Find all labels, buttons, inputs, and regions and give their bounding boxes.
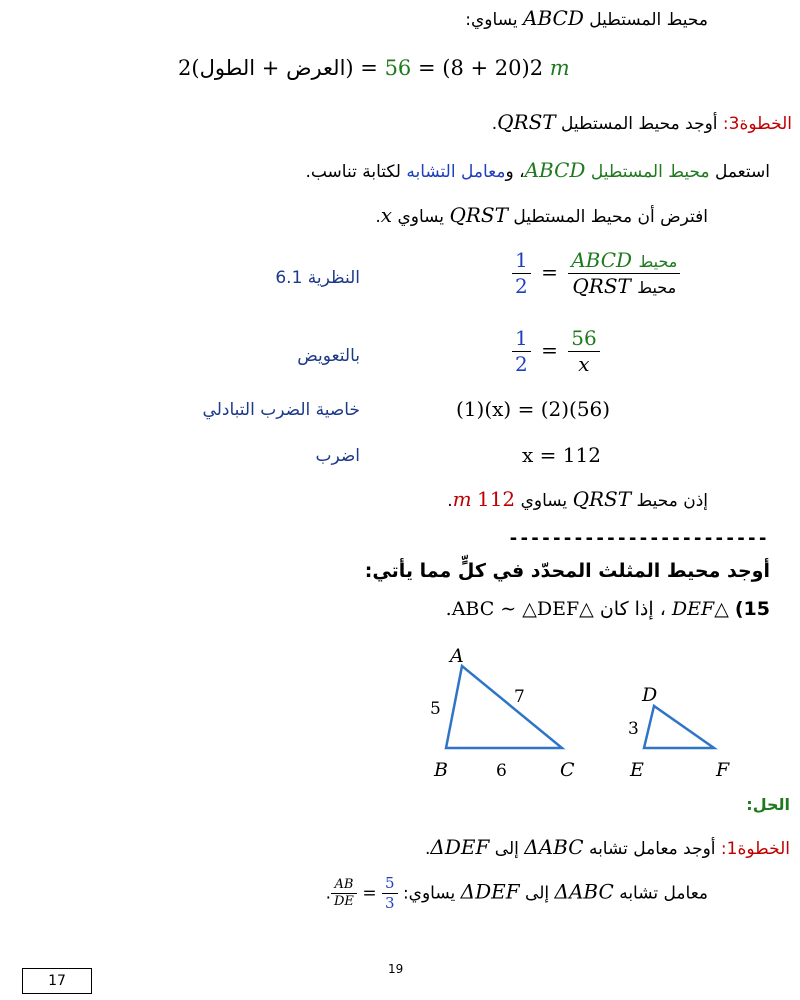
exercise-heading: أوجد محيط المثلث المحدّد في كلٍّ مما يأتي: bbox=[364, 560, 770, 582]
eq1-num-word: محيط bbox=[638, 252, 678, 271]
step1-t2: ΔDEF bbox=[430, 835, 490, 859]
step1-line bbox=[425, 835, 790, 859]
formula-words: العرض + الطول bbox=[199, 56, 346, 80]
formula-mid: ) = 2(20 + 8) = bbox=[345, 56, 544, 80]
triangle-def bbox=[644, 706, 714, 748]
exercise-15 bbox=[446, 598, 770, 620]
label-a: A bbox=[450, 645, 464, 667]
ratio-end: . bbox=[325, 883, 331, 904]
use-green: محيط المستطيل bbox=[590, 162, 710, 182]
dashed-separator: ------------------------ bbox=[508, 528, 769, 549]
use-pre: استعمل bbox=[714, 162, 770, 182]
use-sep: ، و bbox=[505, 162, 525, 182]
ratio-t2: ΔDEF bbox=[460, 879, 520, 904]
ratio-pre: معامل تشابه bbox=[619, 883, 708, 904]
eq3-expression: (1)(x) = (2)(56) bbox=[456, 397, 611, 421]
eq1-reason: النظرية 6.1 bbox=[275, 268, 360, 288]
use-proportion-line bbox=[305, 158, 770, 182]
exercise-number: 15) bbox=[734, 598, 770, 620]
eq1-expression: $\frac{1}{2}$ = $\frac{\text{محيط ABCD}}{\text{محيط QRST}}$ bbox=[512, 248, 680, 299]
conclusion-mid: يساوي bbox=[520, 491, 568, 511]
ratio-line bbox=[326, 874, 708, 913]
eq2-left-fraction bbox=[512, 326, 531, 377]
eq2-reason: بالتعويض bbox=[297, 346, 360, 366]
frac-num: AB bbox=[334, 876, 354, 892]
five-thirds-fraction bbox=[382, 874, 398, 913]
use-var: ABCD bbox=[524, 158, 586, 182]
conclusion-pre: إذن محيط bbox=[636, 491, 708, 511]
step3-text: أوجد محيط المستطيل bbox=[561, 114, 718, 134]
eq1-left-fraction bbox=[512, 248, 531, 299]
ratio-t1: ΔABC bbox=[554, 879, 614, 904]
assume-x: x bbox=[380, 203, 393, 227]
conclusion-line bbox=[447, 487, 708, 511]
solution-label: الحل: bbox=[746, 795, 790, 814]
eq1-right-den bbox=[568, 273, 680, 299]
exercise-condition: ، إذا كان △ABC ∼ △DEF. bbox=[445, 598, 666, 620]
eq1-left-num: 1 bbox=[515, 248, 528, 272]
eq1-num-var: ABCD bbox=[571, 248, 633, 272]
label-d: D bbox=[642, 684, 658, 706]
intro-text: محيط المستطيل bbox=[589, 10, 708, 30]
side-de: 3 bbox=[628, 719, 639, 739]
eq3-reason: خاصية الضرب التبادلي bbox=[202, 400, 360, 420]
step1-mid: إلى bbox=[494, 839, 519, 859]
exercise-triangle: △DEF bbox=[671, 598, 729, 620]
similar-triangles-figure bbox=[410, 638, 750, 788]
ratio-post: يساوي: bbox=[402, 883, 456, 904]
eq4-reason: اضرب bbox=[315, 446, 360, 466]
eq2-right-den: x bbox=[568, 351, 599, 377]
frac-den: DE bbox=[331, 893, 357, 910]
ab-de-fraction bbox=[331, 877, 357, 911]
ratio-mid: إلى bbox=[525, 883, 550, 904]
eq4-expression: x = 112 bbox=[522, 443, 601, 467]
formula-unit: m bbox=[549, 56, 570, 80]
step3-end: . bbox=[491, 114, 498, 134]
step1-text: أوجد معامل تشابه bbox=[588, 839, 716, 859]
ratio-num: 5 bbox=[384, 874, 395, 892]
use-blue: معامل التشابه bbox=[406, 162, 506, 182]
assume-mid: يساوي bbox=[397, 207, 445, 227]
step3-var: QRST bbox=[497, 110, 556, 134]
assume-end: . bbox=[375, 207, 381, 227]
ratio-expression: $\frac{AB}{DE}$ = $\frac{5}{3}$ bbox=[331, 874, 398, 913]
step1-label: الخطوة1: bbox=[720, 839, 790, 859]
assume-pre: افترض أن محيط المستطيل bbox=[513, 207, 708, 227]
eq2-left-num: 1 bbox=[515, 326, 528, 350]
side-ab: 5 bbox=[430, 699, 441, 719]
side-ac: 7 bbox=[514, 687, 525, 707]
assume-line bbox=[375, 203, 708, 227]
label-e: E bbox=[630, 759, 644, 781]
step1-t1: ΔABC bbox=[524, 835, 584, 859]
formula-lhs: 2( bbox=[178, 56, 200, 80]
conclusion-var: QRST bbox=[572, 487, 632, 511]
conclusion-value: 112 bbox=[476, 487, 516, 511]
step3-label: الخطوة3: bbox=[722, 114, 792, 134]
eq1-right-fraction bbox=[568, 248, 680, 299]
assume-var: QRST bbox=[449, 203, 508, 227]
eq1-den-var: QRST bbox=[572, 274, 631, 298]
rect-perimeter-intro bbox=[465, 6, 708, 30]
page-number-box: 17 bbox=[22, 968, 92, 994]
triangle-abc bbox=[446, 666, 562, 748]
formula-result: 56 bbox=[384, 56, 412, 80]
eq1-left-den: 2 bbox=[512, 273, 531, 299]
rect-var: ABCD bbox=[523, 6, 584, 30]
intro-tail: يساوي: bbox=[465, 10, 518, 30]
ratio-den: 3 bbox=[382, 893, 398, 913]
conclusion-unit: m bbox=[452, 487, 472, 511]
eq2-expression: $\frac{1}{2}$ = $\frac{56}{x}$ bbox=[512, 326, 600, 377]
eq2-left-den: 2 bbox=[512, 351, 531, 377]
side-bc: 6 bbox=[496, 761, 507, 781]
label-f: F bbox=[716, 759, 730, 781]
eq1-den-word: محيط bbox=[637, 278, 677, 297]
page-number-center: 19 bbox=[388, 962, 404, 976]
label-c: C bbox=[560, 759, 575, 781]
step1-end: . bbox=[425, 839, 431, 859]
step3-line bbox=[492, 110, 792, 134]
eq1-right-num bbox=[568, 248, 680, 273]
eq2-right-num: 56 bbox=[571, 326, 597, 350]
perimeter-formula bbox=[178, 56, 570, 80]
conclusion-end: . bbox=[447, 491, 453, 511]
label-b: B bbox=[434, 759, 448, 781]
eq2-right-fraction bbox=[568, 326, 599, 377]
use-post: لكتابة تناسب. bbox=[305, 162, 401, 182]
